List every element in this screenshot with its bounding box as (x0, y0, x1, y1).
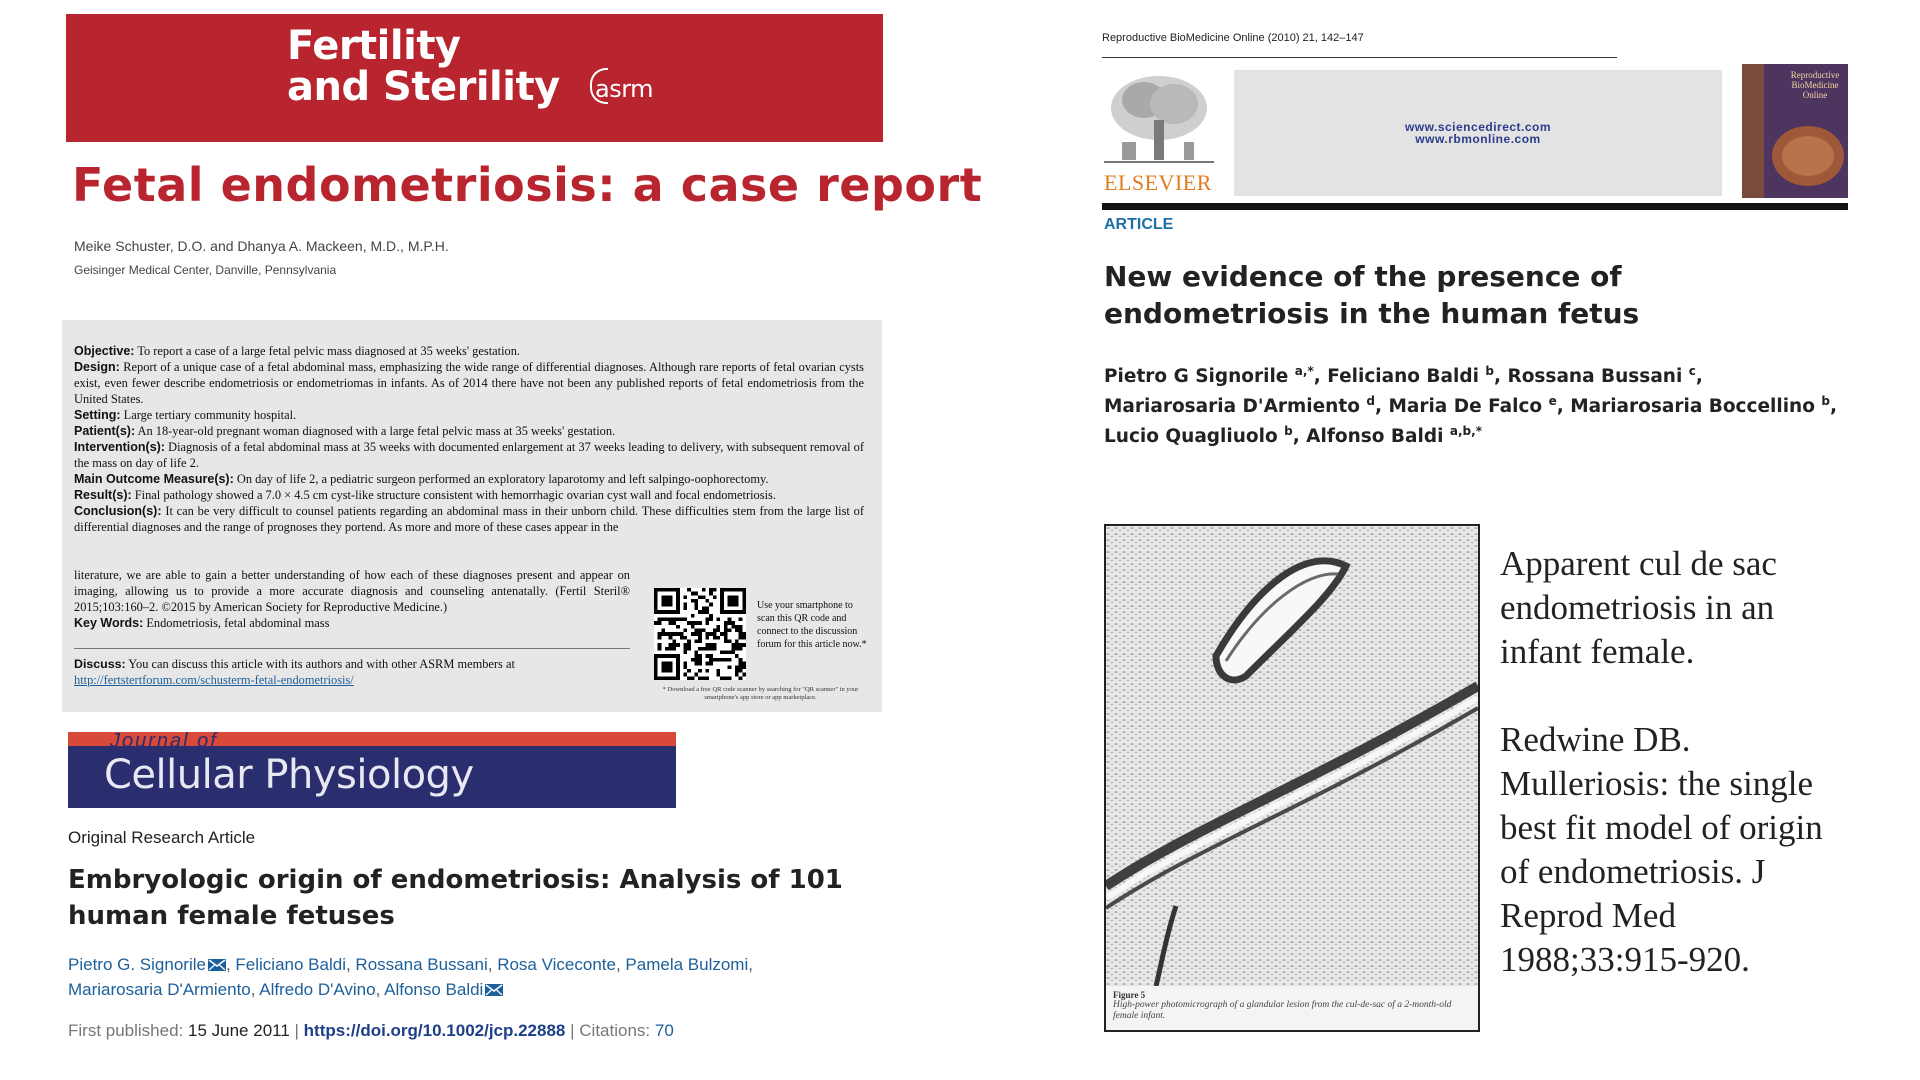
jcp-publication-meta: First published: 15 June 2011 | https://doi.org/10.1002/jcp.22888 | Citations: 70 (68, 1021, 674, 1040)
rbm-section-label: ARTICLE (1104, 216, 1174, 233)
jcp-author-link[interactable]: Rosa Viceconte (497, 955, 616, 974)
rbmonline-link[interactable]: www.rbmonline.com (1415, 132, 1541, 146)
rbm-author-list: Pietro G Signorile $^{a,*}$, Feliciano Baldi $^b$, Rossana Bussani $^c$, Mariarosaria D'Armiento $^d$, Maria De Falco $^e$, Mariarosaria Boccellino $^b$, Lucio Quagliuolo $^b$, Alfonso Baldi $^{a,b,*}$ (1104, 364, 1838, 448)
fs-forum-link[interactable]: http://fertstertforum.com/schusterm-fetal-endometriosis/ (74, 673, 354, 687)
histology-figure (1104, 524, 1480, 1032)
figure-caption: High-power photomicrograph of a glandular lesion from the cul-de-sac of a 2-month-old female infant. (1113, 1000, 1452, 1021)
email-icon[interactable] (485, 984, 503, 996)
rbm-rule (1102, 57, 1617, 58)
elsevier-wordmark: ELSEVIER (1104, 170, 1212, 195)
fs-affiliation: Geisinger Medical Center, Danville, Pennsylvania (74, 263, 337, 277)
fs-discuss: Discuss: You can discuss this article with its authors and with other ASRM members at http://fertstertforum.com/schusterm-fetal-endometriosis/ (74, 657, 515, 687)
jcp-journal-of: Journal of (110, 730, 218, 752)
fs-abstract-text-continued: literature, we are able to gain a better understanding of how each of these diagnoses present and appear on imaging, allowing us to provide a more accurate diagnosis and counseling antenatally. (Fertil Steril® 2015;103:160–2. ©2015 by American Society for Reproductive Medicine.) Key Words: Endometriosis, fetal abdominal mass (74, 568, 630, 630)
jcp-article-title: Embryologic origin of endometriosis: Analysis of 101 human female fetuses (68, 865, 843, 931)
rbm-citation: Reproductive BioMedicine Online (2010) 21, 142–147 (1102, 32, 1364, 44)
slide-annotation: Apparent cul de sac endometriosis in an infant female. Redwine DB. Mulleriosis: the single best fit model of origin of endometriosis. J Reprod Med 1988;33:915-920. (1500, 544, 1823, 979)
fs-qr-footnote: * Download a free QR code scanner by searching for "QR scanner" in your smartphone's app store or app marketplace. (662, 686, 859, 701)
figure-label: Figure 5 (1113, 990, 1146, 1000)
fs-abstract-text: Objective: To report a case of a large fetal pelvic mass diagnosed at 35 weeks' gestation. Design: Report of a unique case of a fetal abdominal mass, emphasizing the wide range of differential diagnoses. Although rare reports of fetal ovarian cysts exist, even fewer describe endometriosis or endometriomas in infants. As of 2014 there have not been any published reports of fetal endometriosis from the United States. Setting: Large tertiary community hospital. Patient(s): An 18-year-old pregnant woman diagnosed with a large fetal pelvic mass at 35 weeks' gestation. Intervention(s): Diagnosis of a fetal abdominal mass at 35 weeks with documented enlargement at 37 weeks leading to delivery, with subsequent removal of the mass on day of life 2. Main Outcome Measure(s): On day of life 2, a pediatric surgeon performed an exploratory laparotomy and left salpingo-oophorectomy. Result(s): Final pathology showed a 7.0 × 4.5 cm cyst-like structure consistent with hemorrhagic ovarian cyst wall and focal endometriosis. Conclusion(s): It can be very difficult to counsel patients regarding an abdominal mass in their unborn child. These difficulties stem from the large list of differential diagnoses and the range of prognoses they portend. As more and more of these cases appear in the (74, 344, 864, 534)
rbm-thick-rule (1102, 203, 1848, 210)
fertility-sterility-journal-name: Fertility and Sterility (287, 23, 560, 110)
jcp-author-link[interactable]: Pamela Bulzomi (625, 955, 749, 974)
jcp-author-link[interactable]: Alfonso Baldi (384, 980, 484, 999)
jcp-citations-count[interactable]: 70 (654, 1021, 674, 1040)
jcp-author-link[interactable]: Rossana Bussani (355, 955, 488, 974)
fs-authors: Meike Schuster, D.O. and Dhanya A. Mackeen, M.D., M.P.H. (74, 238, 449, 254)
sciencedirect-link[interactable]: www.sciencedirect.com (1404, 120, 1552, 134)
jcp-journal-name: Cellular Physiology (104, 752, 474, 798)
jcp-author-link[interactable]: Pietro G. Signorile (68, 955, 206, 974)
fs-article-title: Fetal endometriosis: a case report (72, 158, 983, 212)
asrm-logo-text: asrm (595, 75, 654, 103)
jcp-article-type: Original Research Article (68, 828, 256, 847)
email-icon[interactable] (208, 959, 226, 971)
jcp-author-link[interactable]: Mariarosaria D'Armiento (68, 980, 251, 999)
jcp-author-list: Pietro G. Signorile , Feliciano Baldi, Rossana Bussani, Rosa Viceconte, Pamela Bulzomi, Mariarosaria D'Armiento, Alfredo D'Avino, Alfonso Baldi (68, 955, 753, 999)
jcp-publish-date: 15 June 2011 (188, 1021, 290, 1040)
elsevier-tree-icon (1104, 70, 1214, 170)
fs-divider (74, 648, 630, 649)
rbm-article-title: New evidence of the presence of endometriosis in the human fetus (1104, 260, 1640, 330)
jcp-author-link[interactable]: Alfredo D'Avino (259, 980, 376, 999)
cover-title: Reproductive BioMedicine Online (1790, 70, 1840, 100)
jcp-author-link[interactable]: Feliciano Baldi (235, 955, 346, 974)
jcp-doi-link[interactable]: https://doi.org/10.1002/jcp.22888 (303, 1021, 566, 1040)
fs-qr-instructions: Use your smartphone to scan this QR code and connect to the discussion forum for this article now.* (757, 600, 867, 650)
qr-code-icon (654, 588, 746, 680)
